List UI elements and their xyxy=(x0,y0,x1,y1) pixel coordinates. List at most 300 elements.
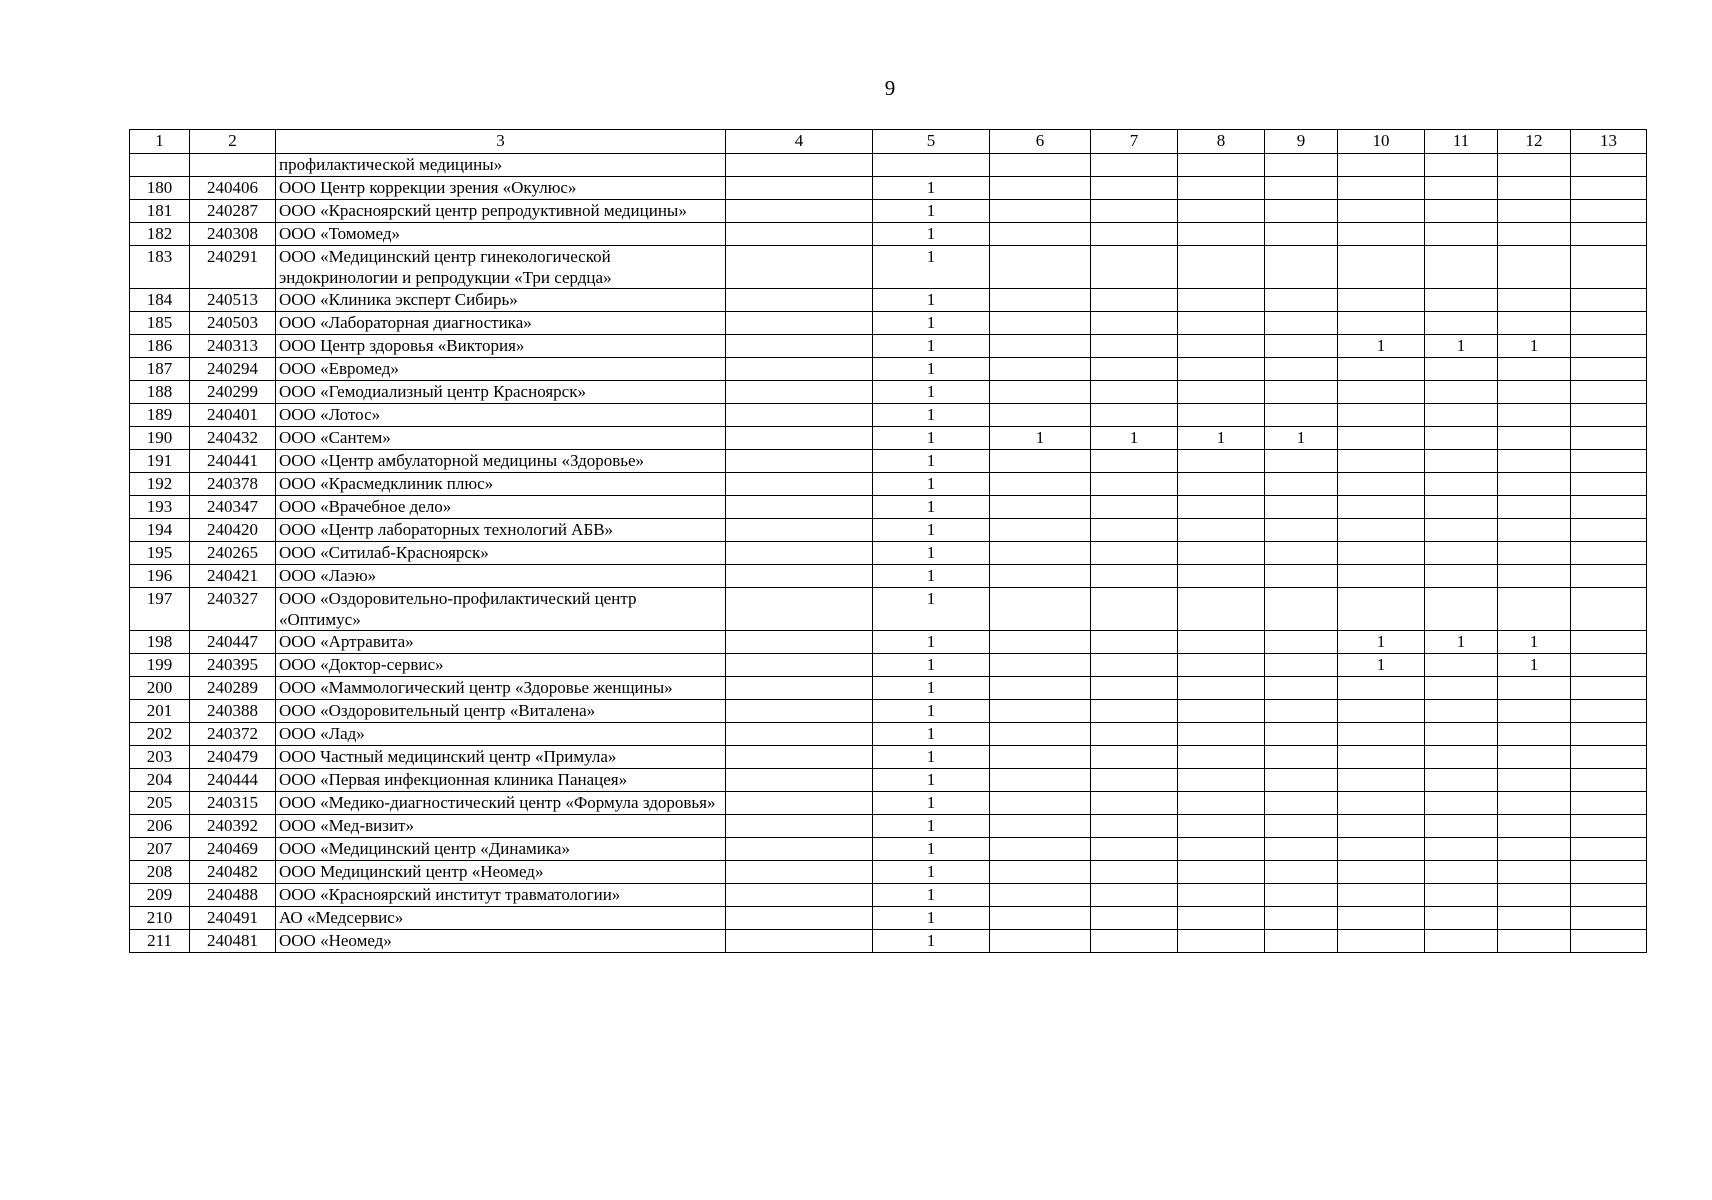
col-6-cell xyxy=(990,930,1091,953)
org-name-cell: ООО «Лаэю» xyxy=(276,565,726,588)
org-name-cell: ООО «Оздоровительно-профилактический центр «Оптимус» xyxy=(276,588,726,631)
col-6-cell xyxy=(990,884,1091,907)
col-6-cell xyxy=(990,381,1091,404)
col-5-cell: 1 xyxy=(873,815,990,838)
col-7-cell xyxy=(1091,154,1178,177)
col-5-cell: 1 xyxy=(873,177,990,200)
table-row xyxy=(130,404,1647,427)
org-code-cell: 240315 xyxy=(190,792,276,815)
col-8-cell xyxy=(1178,289,1265,312)
column-header: 4 xyxy=(726,130,873,154)
row-number-cell: 204 xyxy=(130,769,190,792)
table-row xyxy=(130,473,1647,496)
org-name-cell: ООО «Лад» xyxy=(276,723,726,746)
col-13-cell xyxy=(1571,404,1647,427)
col-12-cell xyxy=(1498,519,1571,542)
col-6-cell xyxy=(990,404,1091,427)
col-13-cell xyxy=(1571,427,1647,450)
col-4-cell xyxy=(726,815,873,838)
col-6-cell: 1 xyxy=(990,427,1091,450)
col-6-cell xyxy=(990,542,1091,565)
table-row xyxy=(130,861,1647,884)
col-4-cell xyxy=(726,700,873,723)
col-12-cell xyxy=(1498,200,1571,223)
org-code-cell: 240420 xyxy=(190,519,276,542)
row-number-cell: 194 xyxy=(130,519,190,542)
col-5-cell: 1 xyxy=(873,746,990,769)
col-13-cell xyxy=(1571,654,1647,677)
col-12-cell xyxy=(1498,177,1571,200)
org-code-cell: 240441 xyxy=(190,450,276,473)
col-7-cell xyxy=(1091,177,1178,200)
col-4-cell xyxy=(726,519,873,542)
col-12-cell xyxy=(1498,473,1571,496)
col-4-cell xyxy=(726,542,873,565)
org-code-cell: 240401 xyxy=(190,404,276,427)
col-10-cell xyxy=(1338,200,1425,223)
col-6-cell xyxy=(990,746,1091,769)
row-number-cell: 207 xyxy=(130,838,190,861)
column-header: 1 xyxy=(130,130,190,154)
col-13-cell xyxy=(1571,884,1647,907)
col-9-cell xyxy=(1265,519,1338,542)
org-name-cell: ООО «Центр амбулаторной медицины «Здоровье» xyxy=(276,450,726,473)
col-11-cell xyxy=(1425,654,1498,677)
col-13-cell xyxy=(1571,769,1647,792)
col-8-cell xyxy=(1178,815,1265,838)
col-9-cell: 1 xyxy=(1265,427,1338,450)
col-13-cell xyxy=(1571,381,1647,404)
col-11-cell xyxy=(1425,519,1498,542)
org-code-cell: 240488 xyxy=(190,884,276,907)
col-11-cell xyxy=(1425,358,1498,381)
org-name-cell: ООО «Медицинский центр «Динамика» xyxy=(276,838,726,861)
col-6-cell xyxy=(990,450,1091,473)
col-12-cell xyxy=(1498,427,1571,450)
col-6-cell xyxy=(990,312,1091,335)
row-number-cell: 199 xyxy=(130,654,190,677)
col-9-cell xyxy=(1265,223,1338,246)
col-13-cell xyxy=(1571,838,1647,861)
col-7-cell xyxy=(1091,404,1178,427)
table-row xyxy=(130,746,1647,769)
col-7-cell xyxy=(1091,723,1178,746)
col-9-cell xyxy=(1265,723,1338,746)
col-13-cell xyxy=(1571,358,1647,381)
col-12-cell xyxy=(1498,861,1571,884)
col-10-cell xyxy=(1338,815,1425,838)
org-code-cell: 240294 xyxy=(190,358,276,381)
col-4-cell xyxy=(726,907,873,930)
col-9-cell xyxy=(1265,565,1338,588)
col-5-cell: 1 xyxy=(873,565,990,588)
col-5-cell: 1 xyxy=(873,358,990,381)
col-10-cell xyxy=(1338,177,1425,200)
col-6-cell xyxy=(990,154,1091,177)
col-9-cell xyxy=(1265,815,1338,838)
col-7-cell xyxy=(1091,473,1178,496)
row-number-cell: 201 xyxy=(130,700,190,723)
org-name-cell: ООО «Доктор-сервис» xyxy=(276,654,726,677)
table-row xyxy=(130,677,1647,700)
col-4-cell xyxy=(726,404,873,427)
col-13-cell xyxy=(1571,223,1647,246)
col-7-cell xyxy=(1091,246,1178,289)
col-9-cell xyxy=(1265,200,1338,223)
col-6-cell xyxy=(990,907,1091,930)
col-12-cell: 1 xyxy=(1498,335,1571,358)
row-number-cell: 184 xyxy=(130,289,190,312)
col-6-cell xyxy=(990,631,1091,654)
col-4-cell xyxy=(726,246,873,289)
org-name-cell: ООО «Лотос» xyxy=(276,404,726,427)
col-7-cell xyxy=(1091,769,1178,792)
col-12-cell xyxy=(1498,223,1571,246)
table-row xyxy=(130,723,1647,746)
col-7-cell xyxy=(1091,335,1178,358)
col-6-cell xyxy=(990,861,1091,884)
col-11-cell xyxy=(1425,154,1498,177)
col-5-cell: 1 xyxy=(873,769,990,792)
col-11-cell xyxy=(1425,769,1498,792)
col-6-cell xyxy=(990,473,1091,496)
col-10-cell xyxy=(1338,884,1425,907)
col-4-cell xyxy=(726,884,873,907)
org-name-cell: ООО «Центр лабораторных технологий АБВ» xyxy=(276,519,726,542)
col-5-cell: 1 xyxy=(873,519,990,542)
col-8-cell xyxy=(1178,542,1265,565)
table-row xyxy=(130,815,1647,838)
row-number-cell: 198 xyxy=(130,631,190,654)
row-number-cell: 203 xyxy=(130,746,190,769)
col-9-cell xyxy=(1265,677,1338,700)
col-4-cell xyxy=(726,654,873,677)
row-number-cell: 197 xyxy=(130,588,190,631)
org-code-cell: 240503 xyxy=(190,312,276,335)
col-9-cell xyxy=(1265,246,1338,289)
org-name-cell: ООО «Гемодиализный центр Красноярск» xyxy=(276,381,726,404)
col-7-cell xyxy=(1091,861,1178,884)
org-name-cell: ООО Медицинский центр «Неомед» xyxy=(276,861,726,884)
col-13-cell xyxy=(1571,930,1647,953)
org-name-cell: ООО «Ситилаб-Красноярск» xyxy=(276,542,726,565)
col-4-cell xyxy=(726,565,873,588)
col-4-cell xyxy=(726,223,873,246)
row-number-cell: 209 xyxy=(130,884,190,907)
col-5-cell: 1 xyxy=(873,473,990,496)
col-7-cell xyxy=(1091,884,1178,907)
org-name-cell: ООО Частный медицинский центр «Примула» xyxy=(276,746,726,769)
col-13-cell xyxy=(1571,565,1647,588)
col-9-cell xyxy=(1265,177,1338,200)
row-number-cell: 183 xyxy=(130,246,190,289)
col-10-cell xyxy=(1338,154,1425,177)
table-row xyxy=(130,565,1647,588)
row-number-cell: 195 xyxy=(130,542,190,565)
col-8-cell xyxy=(1178,177,1265,200)
col-7-cell xyxy=(1091,289,1178,312)
col-6-cell xyxy=(990,223,1091,246)
col-13-cell xyxy=(1571,542,1647,565)
org-name-cell: ООО Центр здоровья «Виктория» xyxy=(276,335,726,358)
col-9-cell xyxy=(1265,473,1338,496)
col-13-cell xyxy=(1571,700,1647,723)
col-13-cell xyxy=(1571,519,1647,542)
col-8-cell xyxy=(1178,450,1265,473)
org-code-cell: 240513 xyxy=(190,289,276,312)
col-4-cell xyxy=(726,381,873,404)
col-13-cell xyxy=(1571,907,1647,930)
table-row xyxy=(130,542,1647,565)
col-5-cell: 1 xyxy=(873,631,990,654)
org-code-cell: 240479 xyxy=(190,746,276,769)
column-header: 8 xyxy=(1178,130,1265,154)
col-6-cell xyxy=(990,519,1091,542)
col-10-cell xyxy=(1338,450,1425,473)
column-number-row xyxy=(130,130,1647,154)
col-9-cell xyxy=(1265,289,1338,312)
row-number-cell: 185 xyxy=(130,312,190,335)
org-code-cell: 240491 xyxy=(190,907,276,930)
col-9-cell xyxy=(1265,358,1338,381)
col-11-cell xyxy=(1425,177,1498,200)
col-6-cell xyxy=(990,289,1091,312)
col-6-cell xyxy=(990,246,1091,289)
col-12-cell xyxy=(1498,723,1571,746)
col-10-cell xyxy=(1338,473,1425,496)
col-5-cell: 1 xyxy=(873,677,990,700)
col-4-cell xyxy=(726,631,873,654)
org-code-cell: 240327 xyxy=(190,588,276,631)
org-code-cell: 240447 xyxy=(190,631,276,654)
col-11-cell xyxy=(1425,312,1498,335)
table-row xyxy=(130,838,1647,861)
col-10-cell: 1 xyxy=(1338,335,1425,358)
table-row xyxy=(130,654,1647,677)
row-number-cell: 187 xyxy=(130,358,190,381)
col-11-cell xyxy=(1425,861,1498,884)
col-10-cell xyxy=(1338,223,1425,246)
col-8-cell xyxy=(1178,200,1265,223)
col-7-cell xyxy=(1091,565,1178,588)
row-number-cell: 180 xyxy=(130,177,190,200)
col-8-cell xyxy=(1178,246,1265,289)
page-number: 9 xyxy=(884,76,896,100)
col-12-cell xyxy=(1498,884,1571,907)
row-number-cell: 186 xyxy=(130,335,190,358)
col-12-cell xyxy=(1498,289,1571,312)
col-12-cell: 1 xyxy=(1498,654,1571,677)
org-code-cell: 240481 xyxy=(190,930,276,953)
org-name-cell: ООО «Красноярский институт травматологии» xyxy=(276,884,726,907)
org-name-cell: ООО «Лабораторная диагностика» xyxy=(276,312,726,335)
col-7-cell xyxy=(1091,542,1178,565)
col-7-cell xyxy=(1091,450,1178,473)
col-5-cell: 1 xyxy=(873,223,990,246)
table-row xyxy=(130,792,1647,815)
col-7-cell xyxy=(1091,223,1178,246)
column-header: 3 xyxy=(276,130,726,154)
org-code-cell: 240444 xyxy=(190,769,276,792)
col-5-cell: 1 xyxy=(873,404,990,427)
col-7-cell xyxy=(1091,358,1178,381)
col-5-cell: 1 xyxy=(873,312,990,335)
org-name-cell: ООО «Евромед» xyxy=(276,358,726,381)
row-number-cell: 210 xyxy=(130,907,190,930)
org-code-cell: 240482 xyxy=(190,861,276,884)
col-13-cell xyxy=(1571,246,1647,289)
col-5-cell: 1 xyxy=(873,838,990,861)
table-row xyxy=(130,177,1647,200)
row-number-cell: 191 xyxy=(130,450,190,473)
col-11-cell xyxy=(1425,700,1498,723)
col-5-cell: 1 xyxy=(873,907,990,930)
column-header: 6 xyxy=(990,130,1091,154)
org-name-cell: ООО «Сантем» xyxy=(276,427,726,450)
col-7-cell xyxy=(1091,677,1178,700)
col-8-cell xyxy=(1178,565,1265,588)
col-7-cell xyxy=(1091,815,1178,838)
org-code-cell: 240291 xyxy=(190,246,276,289)
col-5-cell: 1 xyxy=(873,861,990,884)
org-code-cell: 240289 xyxy=(190,677,276,700)
col-12-cell xyxy=(1498,404,1571,427)
col-10-cell xyxy=(1338,930,1425,953)
org-name-cell: ООО «Артравита» xyxy=(276,631,726,654)
org-code-cell: 240347 xyxy=(190,496,276,519)
table-row xyxy=(130,427,1647,450)
col-13-cell xyxy=(1571,631,1647,654)
table-row xyxy=(130,335,1647,358)
col-11-cell xyxy=(1425,677,1498,700)
col-9-cell xyxy=(1265,312,1338,335)
col-10-cell xyxy=(1338,289,1425,312)
org-code-cell: 240372 xyxy=(190,723,276,746)
table-row xyxy=(130,246,1647,289)
col-10-cell xyxy=(1338,769,1425,792)
col-5-cell: 1 xyxy=(873,654,990,677)
col-8-cell xyxy=(1178,907,1265,930)
org-code-cell: 240265 xyxy=(190,542,276,565)
col-5-cell: 1 xyxy=(873,200,990,223)
col-11-cell xyxy=(1425,289,1498,312)
col-5-cell: 1 xyxy=(873,884,990,907)
row-number-cell: 181 xyxy=(130,200,190,223)
col-7-cell xyxy=(1091,312,1178,335)
col-6-cell xyxy=(990,358,1091,381)
col-8-cell xyxy=(1178,654,1265,677)
org-name-cell: профилактической медицины» xyxy=(276,154,726,177)
col-11-cell xyxy=(1425,246,1498,289)
row-number-cell: 211 xyxy=(130,930,190,953)
row-number-cell: 196 xyxy=(130,565,190,588)
col-12-cell xyxy=(1498,496,1571,519)
col-4-cell xyxy=(726,723,873,746)
col-7-cell xyxy=(1091,746,1178,769)
row-number-cell: 205 xyxy=(130,792,190,815)
col-8-cell xyxy=(1178,404,1265,427)
org-name-cell: ООО «Маммологический центр «Здоровье женщины» xyxy=(276,677,726,700)
col-12-cell xyxy=(1498,565,1571,588)
col-4-cell xyxy=(726,289,873,312)
col-8-cell xyxy=(1178,792,1265,815)
col-4-cell xyxy=(726,154,873,177)
col-10-cell xyxy=(1338,677,1425,700)
col-12-cell xyxy=(1498,358,1571,381)
col-12-cell xyxy=(1498,838,1571,861)
col-9-cell xyxy=(1265,792,1338,815)
col-10-cell: 1 xyxy=(1338,654,1425,677)
col-8-cell xyxy=(1178,588,1265,631)
col-5-cell: 1 xyxy=(873,450,990,473)
org-name-cell: ООО «Томомед» xyxy=(276,223,726,246)
col-10-cell xyxy=(1338,700,1425,723)
col-9-cell xyxy=(1265,930,1338,953)
col-5-cell: 1 xyxy=(873,246,990,289)
col-8-cell xyxy=(1178,746,1265,769)
col-13-cell xyxy=(1571,588,1647,631)
col-10-cell xyxy=(1338,427,1425,450)
org-code-cell: 240313 xyxy=(190,335,276,358)
col-7-cell: 1 xyxy=(1091,427,1178,450)
col-13-cell xyxy=(1571,861,1647,884)
col-13-cell xyxy=(1571,289,1647,312)
table-body xyxy=(130,154,1647,953)
col-8-cell xyxy=(1178,700,1265,723)
row-number-cell: 192 xyxy=(130,473,190,496)
col-5-cell: 1 xyxy=(873,930,990,953)
col-4-cell xyxy=(726,450,873,473)
col-11-cell xyxy=(1425,565,1498,588)
col-11-cell xyxy=(1425,746,1498,769)
col-8-cell xyxy=(1178,838,1265,861)
col-13-cell xyxy=(1571,312,1647,335)
col-10-cell xyxy=(1338,838,1425,861)
col-11-cell xyxy=(1425,427,1498,450)
col-11-cell xyxy=(1425,930,1498,953)
col-8-cell xyxy=(1178,723,1265,746)
col-5-cell: 1 xyxy=(873,588,990,631)
col-11-cell xyxy=(1425,542,1498,565)
col-9-cell xyxy=(1265,884,1338,907)
col-8-cell xyxy=(1178,312,1265,335)
col-8-cell xyxy=(1178,884,1265,907)
col-13-cell xyxy=(1571,677,1647,700)
col-13-cell xyxy=(1571,473,1647,496)
col-12-cell xyxy=(1498,542,1571,565)
col-12-cell xyxy=(1498,312,1571,335)
col-10-cell xyxy=(1338,381,1425,404)
col-11-cell xyxy=(1425,588,1498,631)
col-4-cell xyxy=(726,335,873,358)
col-11-cell xyxy=(1425,815,1498,838)
col-10-cell xyxy=(1338,792,1425,815)
col-11-cell xyxy=(1425,723,1498,746)
col-4-cell xyxy=(726,677,873,700)
col-9-cell xyxy=(1265,907,1338,930)
col-11-cell xyxy=(1425,450,1498,473)
col-7-cell xyxy=(1091,700,1178,723)
org-code-cell: 240378 xyxy=(190,473,276,496)
row-number-cell: 206 xyxy=(130,815,190,838)
col-5-cell: 1 xyxy=(873,542,990,565)
col-6-cell xyxy=(990,654,1091,677)
col-11-cell xyxy=(1425,792,1498,815)
col-13-cell xyxy=(1571,815,1647,838)
col-12-cell xyxy=(1498,246,1571,289)
col-4-cell xyxy=(726,861,873,884)
col-10-cell xyxy=(1338,246,1425,289)
